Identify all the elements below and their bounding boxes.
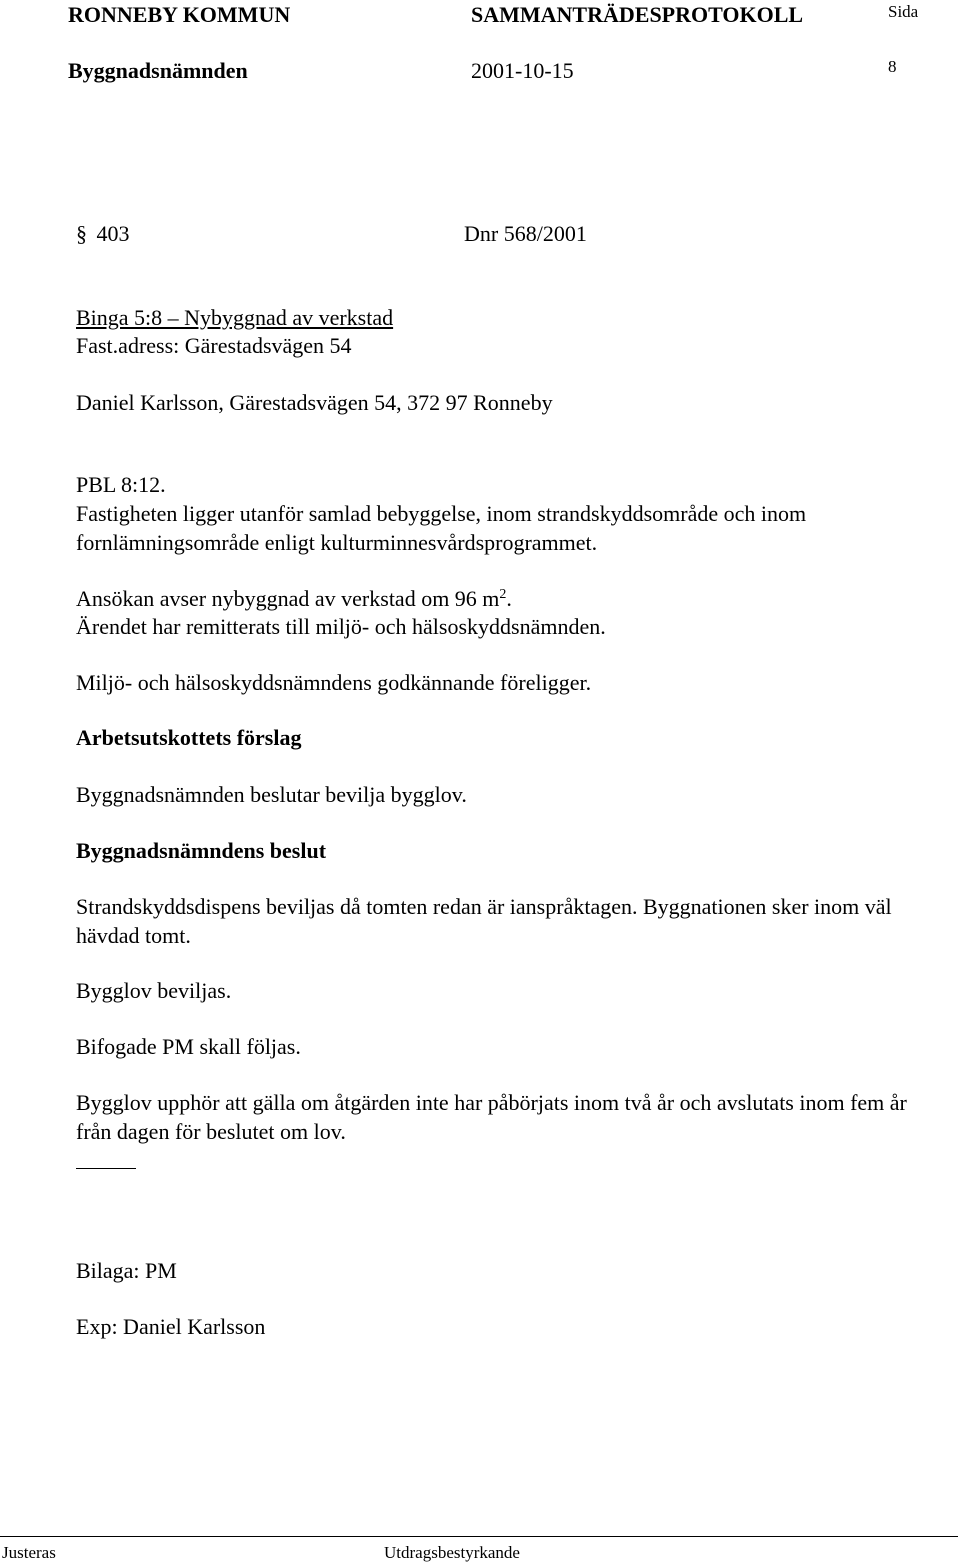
separator-line [76, 1168, 136, 1169]
decision-shoreline-dispensation: Strandskyddsdispens beviljas då tomten redan är ianspråktagen. Byggnationen sker inom väl hävdad tomt. [76, 894, 892, 948]
working-committee-heading: Arbetsutskottets förslag [76, 725, 302, 750]
application-text [76, 584, 512, 613]
organization-name: RONNEBY KOMMUN [68, 2, 291, 27]
case-number: 403 [96, 221, 130, 246]
attachment-line: Bilaga: PM [76, 1258, 177, 1283]
dispatch-line: Exp: Daniel Karlsson [76, 1314, 266, 1339]
footer-justeras: Justeras [2, 1543, 56, 1562]
page-label: Sida [888, 2, 919, 21]
application-text-end: . [506, 586, 512, 611]
applicant: Daniel Karlsson, Gärestadsvägen 54, 372 97 Ronneby [76, 390, 553, 415]
meeting-date: 2001-10-15 [471, 58, 574, 83]
footer-utdragsbestyrkande: Utdragsbestyrkande [384, 1543, 520, 1562]
diary-number: Dnr 568/2001 [464, 221, 587, 246]
decision-permit-granted: Bygglov beviljas. [76, 978, 232, 1003]
page-number: 8 [888, 57, 897, 76]
approval-text: Miljö- och hälsoskyddsnämndens godkännande föreligger. [76, 670, 592, 695]
decision-pm-attached: Bifogade PM skall följas. [76, 1034, 301, 1059]
pbl-reference: PBL 8:12. [76, 472, 166, 497]
decision-permit-expiry: Bygglov upphör att gälla om åtgärden inte har påbörjats inom två år och avslutats inom fem år från dagen för beslutet om lov. [76, 1090, 907, 1144]
section-symbol: § [76, 221, 87, 246]
decision-heading: Byggnadsnämndens beslut [76, 838, 327, 863]
property-description: Fastigheten ligger utanför samlad bebyggelse, inom strandskyddsområde och inom fornlämningsområde enligt kulturminnesvårdsprogrammet. [76, 501, 807, 555]
committee-name: Byggnadsnämnden [68, 58, 248, 83]
case-title: Binga 5:8 – Nybyggnad av verkstad [76, 305, 394, 330]
working-committee-proposal: Byggnadsnämnden beslutar bevilja bygglov. [76, 782, 467, 807]
case-number-line [76, 219, 130, 248]
property-address: Fast.adress: Gärestadsvägen 54 [76, 333, 352, 358]
document-type: SAMMANTRÄDESPROTOKOLL [471, 2, 804, 27]
footer-rule [0, 1536, 958, 1537]
referral-text: Ärendet har remitterats till miljö- och hälsoskyddsnämnden. [76, 614, 606, 639]
application-text-main: Ansökan avser nybyggnad av verkstad om 96 m [76, 586, 500, 611]
area-exponent: 2 [499, 587, 507, 602]
